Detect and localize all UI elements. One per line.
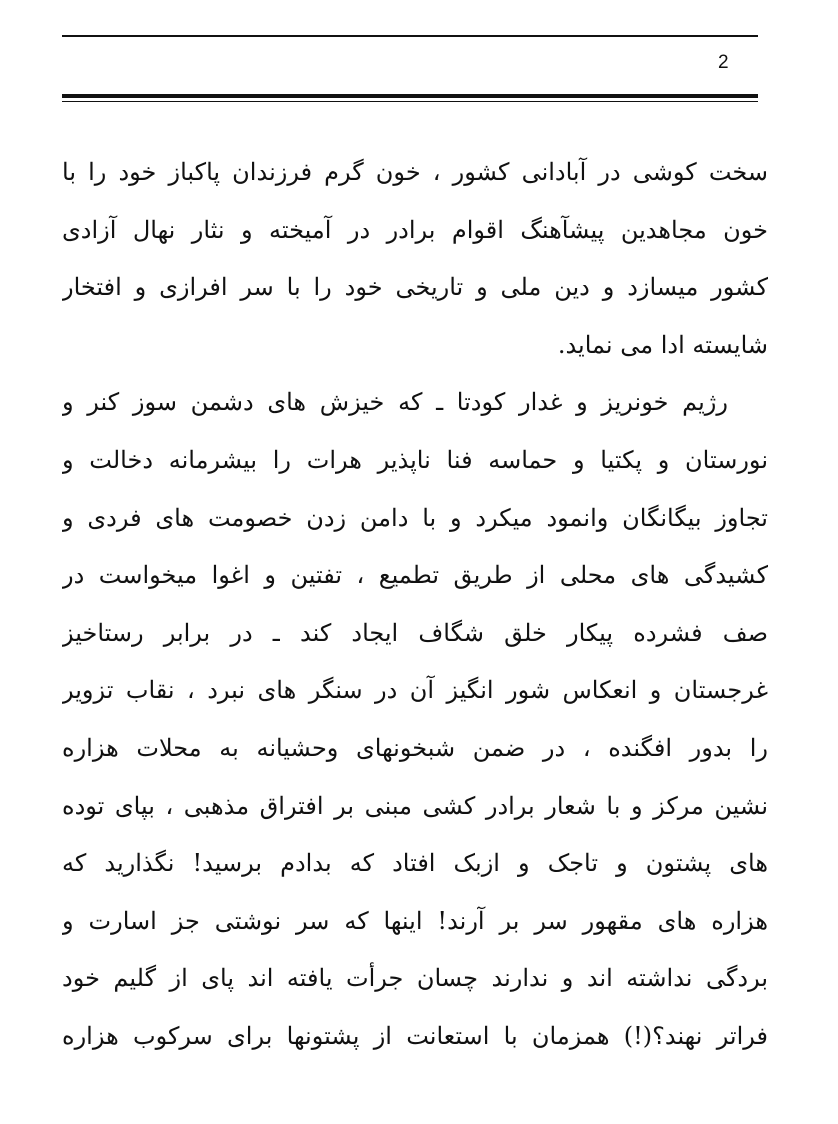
text-line: را بدور افگنده ، در ضمن شبخونهای وحشیانه به محلات هزاره xyxy=(62,733,768,762)
text-line: نورستان و پکتیا و حماسه فنا ناپذیر هرات را بیشرمانه دخالت و xyxy=(62,445,768,474)
header-rule-thick xyxy=(62,94,758,98)
text-line: بردگی نداشته اند و ندارند چسان جرأت یافته اند پای از گلیم خود xyxy=(62,964,768,993)
text-line: تجاوز بیگانگان وانمود میکرد و با دامن زدن خصومت های فردی و xyxy=(62,503,768,532)
text-line: فراتر نهند؟(!) همزمان با استعانت از پشتونها برای سرکوب هزاره xyxy=(62,1021,768,1050)
text-line: کشیدگی های محلی از طریق تطمیع ، تفتین و اغوا میخواست در xyxy=(62,561,768,590)
text-line: صف فشرده پیکار خلق شگاف ایجاد کند ـ در برابر رستاخیز xyxy=(62,618,768,647)
text-line: های پشتون و تاجک و ازبک افتاد که بدادم برسید! نگذارید که xyxy=(62,849,768,878)
header-rule-top xyxy=(62,35,758,37)
body-text xyxy=(62,144,768,1066)
page-number: 2 xyxy=(718,52,729,73)
text-line: رژیم خونریز و غدار کودتا ـ که خیزش های دشمن سوز کنر و xyxy=(62,388,728,417)
header-rule-thin xyxy=(62,101,758,102)
text-line: هزاره های مقهور سر بر آرند! اینها که سر نوشتی جز اسارت و xyxy=(62,906,768,935)
text-line: کشور میسازد و دین ملی و تاریخی خود را با سر افرازی و افتخار xyxy=(62,273,768,302)
text-line: سخت کوشی در آبادانی کشور ، خون گرم فرزندان پاکباز خود را با xyxy=(62,158,768,186)
text-line: خون مجاهدین پیشآهنگ اقوام برادر در آمیخته و نثار نهال آزادی xyxy=(62,215,768,244)
text-line: نشین مرکز و با شعار برادر کشی مبنی بر افتراق مذهبی ، بپای توده xyxy=(62,791,768,820)
text-line: شایسته ادا می نماید. xyxy=(557,330,768,359)
text-line: غرجستان و انعکاس شور انگیز آن در سنگر های نبرد ، نقاب تزویر xyxy=(62,676,768,705)
